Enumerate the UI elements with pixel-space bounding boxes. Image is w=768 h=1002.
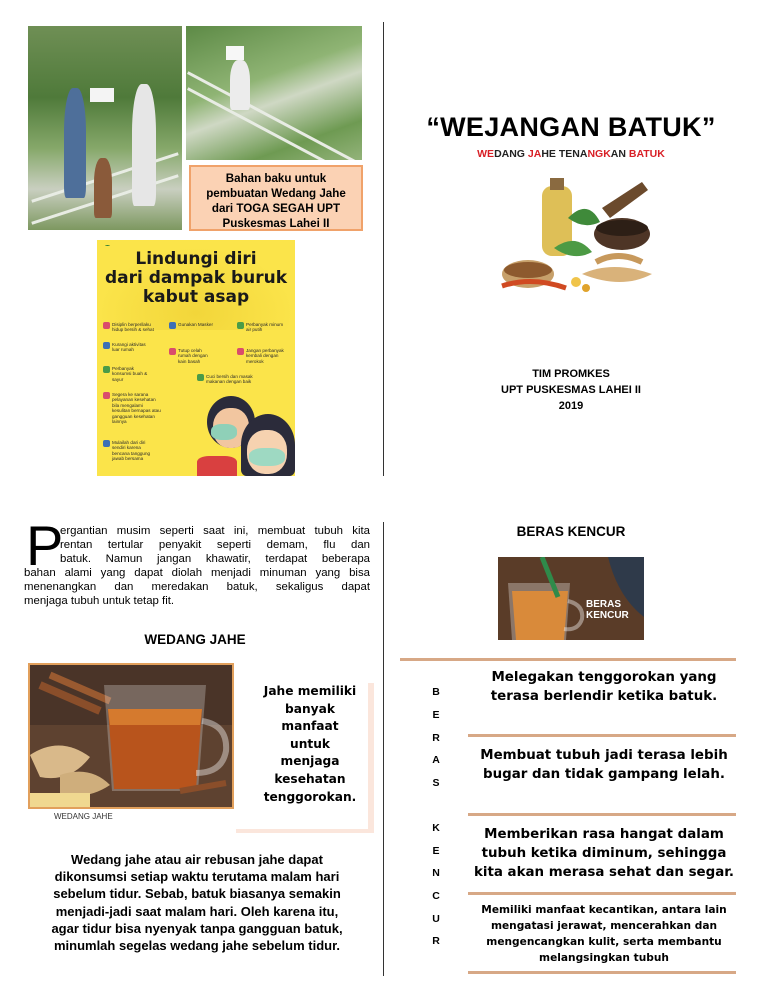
vertical-letter: N [432, 867, 440, 879]
poster-item: Segera ke sarana pelayanan kesehatan bila mengalami kesulitan bernapas atau gangguan kesehatan lainnya [112, 392, 161, 425]
cover-subtitle: WEDANG JAHE TENANGKAN BATUK [477, 148, 665, 160]
vertical-letter: B [432, 686, 440, 698]
vertical-letter: A [432, 754, 440, 766]
vertical-letter: C [432, 890, 440, 902]
wedang-jahe-title: WEDANG JAHE [144, 632, 246, 647]
herbal-ingredients-illustration [492, 178, 662, 300]
garden-photo-left [28, 26, 182, 230]
poster-item: Disiplin berperilaku hidup bersih & sehat [112, 322, 154, 333]
vertical-letter: E [432, 845, 440, 857]
poster-item: Cuci bersih dan masak makanan dengan baik [206, 374, 253, 385]
vertical-letter: R [432, 732, 440, 744]
beras-kencur-photo [498, 557, 644, 640]
divider-top [383, 22, 384, 476]
vertical-letter: K [432, 822, 440, 834]
benefit-divider [400, 658, 736, 661]
poster-item: Perbanyak konsumsi buah & sayur [112, 366, 148, 382]
vertical-letter: U [432, 913, 440, 925]
poster-item: Perbanyak minum air putih [246, 322, 284, 333]
vertical-letter: S [432, 777, 440, 789]
benefit-divider [468, 971, 736, 974]
wedang-jahe-body: Wedang jahe atau air rebusan jahe dapat dikonsumsi setiap waktu terutama malam hari sebelum tidur. Sebab, batuk biasanya semakin menjadi-jadi saat malam hari. Oleh karena itu, agar tidur bisa nyenyak tanpa gangguan batuk, minumlah segelas wedang jahe sebelum tidur. [51, 852, 343, 954]
poster-item: Tutup celah rumah dengan kain basah [178, 348, 208, 364]
divider-bottom [383, 522, 384, 976]
benefit-3: Memberikan rasa hangat dalam tubuh ketika diminum, sehingga kita akan merasa sehat dan segar. [473, 827, 735, 880]
benefit-divider [468, 813, 736, 816]
benefit-divider [468, 892, 736, 895]
poster-item: Jangan perbanyak kembali dengan merokok [246, 348, 284, 364]
vertical-letter: R [432, 935, 440, 947]
cover-title: “WEJANGAN BATUK” [426, 112, 716, 142]
poster-item: Kurangi aktivitas luar rumah [112, 342, 146, 353]
benefit-1: Melegakan tenggorokan yang terasa berlendir ketika batuk. [490, 670, 718, 704]
vertical-letter: E [432, 709, 440, 721]
benefit-divider [468, 734, 736, 737]
intro-dropcap: P [26, 514, 64, 577]
cover-organization: TIM PROMKES UPT PUSKESMAS LAHEI II 2019 [501, 368, 641, 412]
haze-poster [97, 240, 295, 476]
photo-label: BERAS KENCUR [586, 599, 629, 621]
benefit-4: Memiliki manfaat kecantikan, antara lain mengatasi jerawat, mencerahkan dan mengencangkan kulit, serta membantu melangsingkan tubuh [481, 904, 727, 964]
wedang-jahe-photo [28, 663, 234, 809]
garden-photo-right [186, 26, 362, 160]
photo-caption: Bahan baku untuk pembuatan Wedang Jahe dari TOGA SEGAH UPT Puskesmas Lahei II [189, 165, 363, 231]
intro-paragraph-first: ergantian musim seperti saat ini, membuat tubuh kita rentan tertular penyakit seperti demam, flu dan batuk. Namun jangan khawatir, terdapat beberapa [60, 525, 370, 566]
masked-person-illustration [197, 390, 295, 476]
wedang-jahe-side-text: Jahe memiliki banyak manfaat untuk menjaga kesehatan tenggorokan. [263, 684, 357, 804]
poster-item: Mulailah dari diri sendiri karena bencana tanggung jawab bersama [112, 440, 151, 462]
poster-title: Lindungi diri dari dampak buruk kabut asap [104, 249, 288, 307]
benefit-2: Membuat tubuh jadi terasa lebih bugar dan tidak gampang lelah. [480, 748, 728, 782]
wedang-jahe-photo-caption: WEDANG JAHE [54, 812, 113, 821]
beras-kencur-title: BERAS KENCUR [516, 524, 626, 539]
poster-item: Gunakan Masker [178, 322, 213, 327]
intro-paragraph-rest: bahan alami yang dapat diolah menjadi minuman yang bisa menenangkan dan meredakan batuk, sekaligus dapat menjaga tubuh untuk tetap fit. [24, 567, 370, 608]
